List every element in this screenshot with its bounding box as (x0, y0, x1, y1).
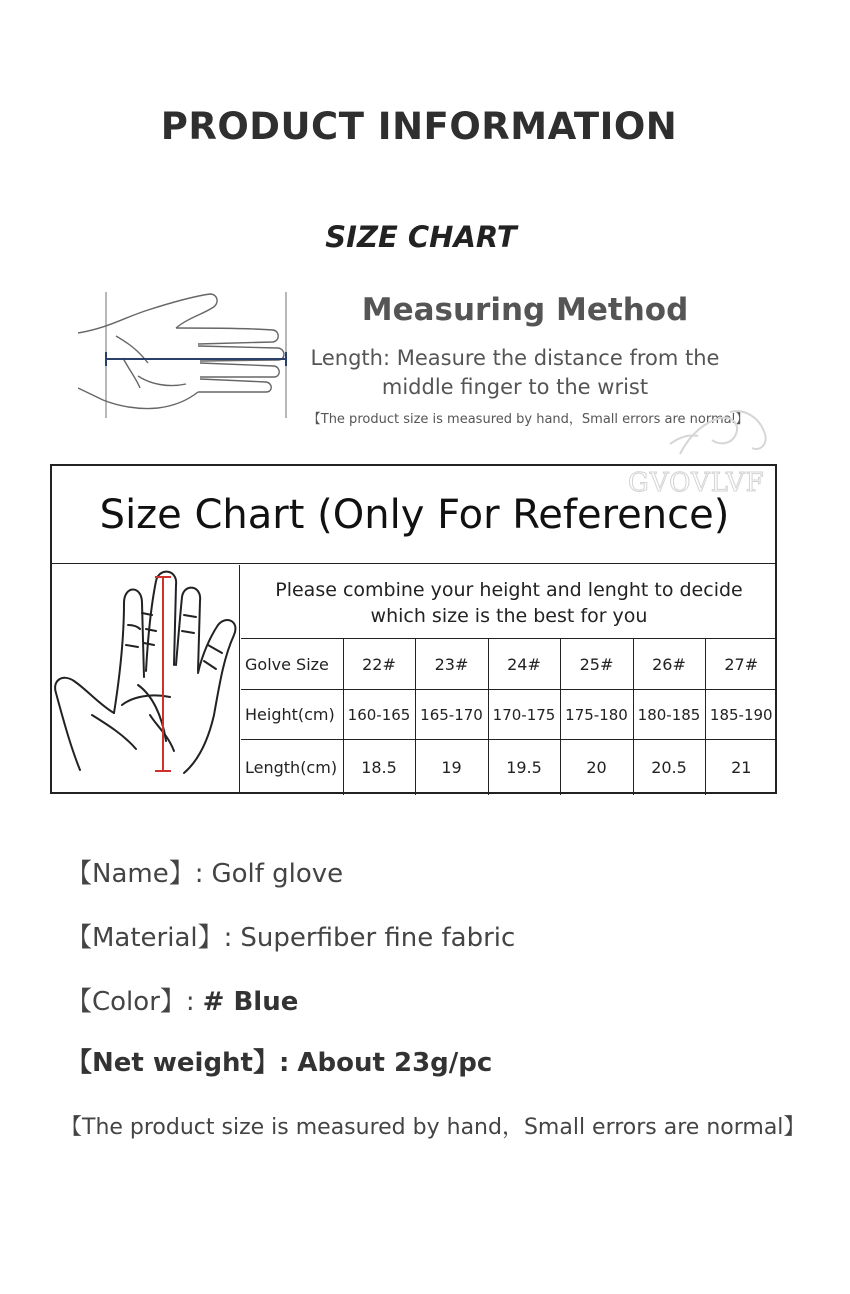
material-label: 【Material】: (66, 923, 233, 953)
name-label: 【Name】: (66, 859, 204, 889)
product-weight (66, 1042, 492, 1079)
row-label-size: Golve Size (241, 639, 343, 690)
length-cell: 19.5 (488, 740, 560, 796)
size-instruction (241, 577, 777, 629)
length-cell: 19 (415, 740, 488, 796)
length-cell: 21 (705, 740, 777, 796)
length-cell: 18.5 (343, 740, 415, 796)
size-cell: 26# (633, 639, 705, 690)
table-row (241, 740, 777, 796)
height-cell: 185-190 (705, 690, 777, 740)
height-cell: 165-170 (415, 690, 488, 740)
table-row (241, 639, 777, 690)
name-value: Golf glove (211, 859, 344, 889)
height-cell: 160-165 (343, 690, 415, 740)
measuring-hand-illustration (78, 288, 293, 423)
size-table (241, 638, 777, 795)
size-chart-heading: Size Chart (Only For Reference) (52, 466, 777, 564)
page-title: PRODUCT INFORMATION (160, 105, 678, 148)
height-cell: 180-185 (633, 690, 705, 740)
weight-label: 【Net weight】: (66, 1048, 290, 1078)
table-row (241, 690, 777, 740)
height-cell: 175-180 (560, 690, 633, 740)
measuring-text-line2: middle finger to the wrist (381, 375, 649, 399)
footer-note: 【The product size is measured by hand，Small errors are normal】 (60, 1115, 806, 1140)
measuring-text-line1: Length: Measure the distance from the (310, 346, 720, 370)
product-name (66, 853, 343, 890)
size-chart-title: SIZE CHART (325, 220, 517, 254)
measuring-note: 【The product size is measured by hand，Small errors are normal】 (307, 412, 749, 427)
size-cell: 25# (560, 639, 633, 690)
product-color (66, 981, 298, 1018)
measuring-method-title: Measuring Method (361, 292, 689, 328)
size-cell: 27# (705, 639, 777, 690)
palm-hand-icon (52, 565, 238, 791)
color-label: 【Color】: (66, 987, 195, 1017)
weight-value: About 23g/pc (297, 1048, 493, 1078)
height-cell: 170-175 (488, 690, 560, 740)
row-label-height: Height(cm) (241, 690, 343, 740)
length-cell: 20.5 (633, 740, 705, 796)
row-label-length: Length(cm) (241, 740, 343, 796)
size-cell: 24# (488, 639, 560, 690)
watermark-text: GVOVLVF (628, 468, 765, 498)
hand-measure-cell (52, 565, 240, 793)
size-cell: 22# (343, 639, 415, 690)
instruction-line2: which size is the best for you (370, 605, 648, 627)
size-cell: 23# (415, 639, 488, 690)
measuring-method-text (300, 344, 730, 402)
product-material (66, 917, 515, 954)
instruction-line1: Please combine your height and lenght to decide (275, 579, 743, 601)
watermark-logo-icon (660, 404, 780, 464)
material-value: Superfiber fine fabric (240, 923, 516, 953)
color-value: # Blue (202, 987, 299, 1017)
length-cell: 20 (560, 740, 633, 796)
